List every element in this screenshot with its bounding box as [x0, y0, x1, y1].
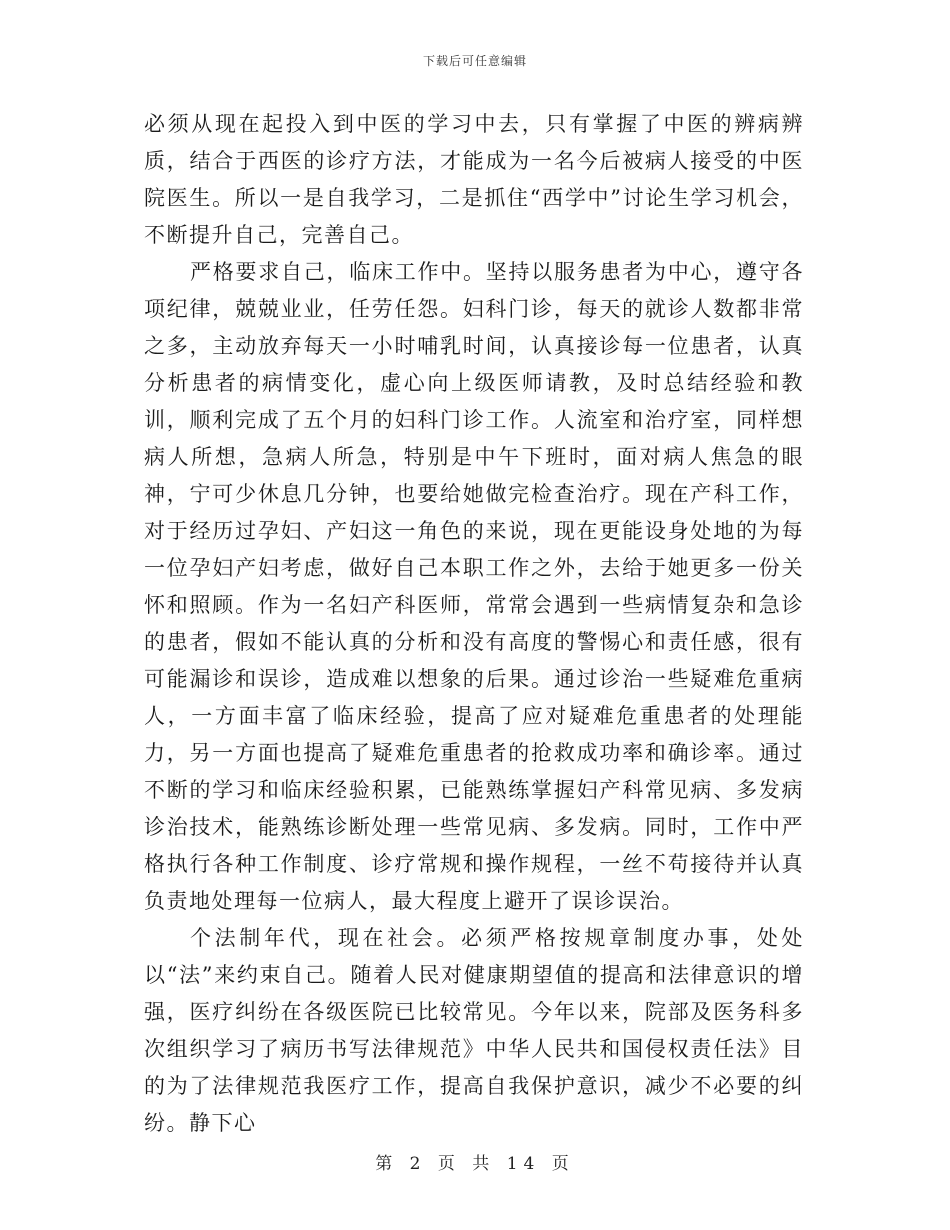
paragraph-study-tcm: 必须从现在起投入到中医的学习中去，只有掌握了中医的辨病辨质，结合于西医的诊疗方法，才能成为一名今后被病人接受的中医院医生。所以一是自我学习，二是抓住“西学中”讨论生学习机会，不断提升自己，完善自己。: [144, 112, 804, 247]
paragraph-clinical-work: 严格要求自己，临床工作中。坚持以服务患者为中心，遵守各项纪律，兢兢业业，任劳任怨。妇科门诊，每天的就诊人数都非常之多，主动放弃每天一小时哺乳时间，认真接诊每一位患者，认真分析患者的病情变化，虚心向上级医师请教，及时总结经验和教训，顺利完成了五个月的妇科门诊工作。人流室和治疗室，同样想病人所想，急病人所急，特别是中午下班时，面对病人焦急的眼神，宁可少休息几分钟，也要给她做完检查治疗。现在产科工作，对于经历过孕妇、产妇这一角色的来说，现在更能设身处地的为每一位孕妇产妇考虑，做好自己本职工作之外，去给于她更多一份关怀和照顾。作为一名妇产科医师，常常会遇到一些病情复杂和急诊的患者，假如不能认真的分析和没有高度的警惕心和责任感，很有可能漏诊和误诊，造成难以想象的后果。通过诊治一些疑难危重病人，一方面丰富了临床经验，提高了应对疑难危重患者的处理能力，另一方面也提高了疑难危重患者的抢救成功率和确诊率。通过不断的学习和临床经验积累，已能熟练掌握妇产科常见病、多发病诊治技术，能熟练诊断处理一些常见病、多发病。同时，工作中严格执行各种工作制度、诊疗常规和操作规程，一丝不苟接待并认真负责地处理每一位病人，最大程度上避开了误诊误治。: [144, 260, 804, 913]
document-body: [144, 106, 804, 1142]
paragraph-legal-rules: 个法制年代，现在社会。必须严格按规章制度办事，处处以“法”来约束自己。随着人民对健康期望值的提高和法律意识的增强，医疗纠纷在各级医院已比较常见。今年以来，院部及医务科多次组织学习了病历书写法律规范》中华人民共和国侵权责任法》目的为了法律规范我医疗工作，提高自我保护意识，减少不必要的纠纷。静下心: [144, 926, 804, 1135]
page-number-footer: 第 2 页 共 14 页: [375, 1154, 575, 1174]
page-header: 下载后可任意编辑: [422, 54, 527, 68]
